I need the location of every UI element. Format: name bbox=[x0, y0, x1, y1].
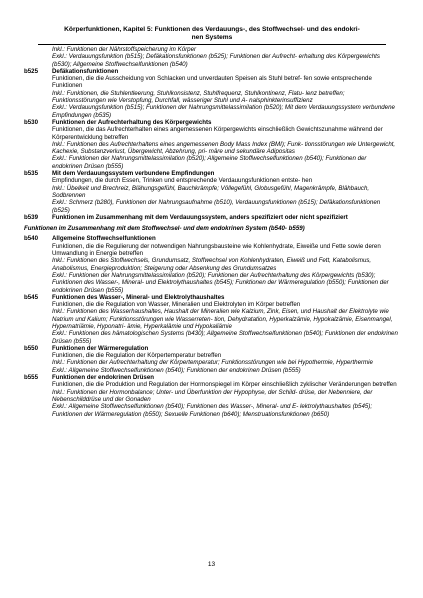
entry-title: Mit dem Verdauungssystem verbundene Empfindungen bbox=[52, 170, 215, 178]
page-number: 13 bbox=[207, 561, 216, 568]
code-entry bbox=[24, 345, 398, 374]
inclusion-note: Inkl.: Funktionen der Nährstoffspeicherung im Körper bbox=[52, 46, 197, 53]
entry-code: b525 bbox=[24, 67, 38, 75]
entry-description: Funktionen, die das Aufrechterhalten eines angemessenen Körpergewichts einschließlich Gewichtszunahme während der Körperentwicklung betreffen bbox=[52, 126, 383, 141]
entry-description: Funktionen, die die Regulierung der notwendigen Nahrungsbausteine wie Kohlenhydrate, Eiweiße und Fette sowie deren Umwandlung in Energie betreffen bbox=[52, 242, 381, 258]
exclusion-note: Exkl.: Schmerz (b280), Funktionen der Nahrungsaufnahme (b510), Verdauungsfunktionen (b515); Defäkationsfunktionen (b525) bbox=[52, 199, 381, 214]
exclusion-note: Exkl.: Funktionen der Nahrungsmittelassimilation (b520); Funktionen der Aufrechterhaltung des Körpergewichts (b530); Funktionen des Wasser-, Mineral- und Elektrolythaushaltes (b545); Funktionen der Wärmeregulation (b550); Funktionen der endokrinen Drüsen (b555) bbox=[52, 271, 389, 294]
entry-description: Funktionen, die die Regulation von Wasser, Mineralien und Elektrolyten im Körper betreffen bbox=[52, 301, 301, 309]
entry-description: Funktionen, die die Produktion und Regulation der Hormonspiegel im Körper einschließlich zyklischer Veränderungen betreffen bbox=[52, 381, 397, 389]
entry-title: Funktionen der Aufrechterhaltung des Körpergewichts bbox=[52, 118, 212, 126]
header-rule bbox=[38, 44, 386, 45]
entry-code: b530 bbox=[24, 118, 38, 126]
inclusion-note: Inkl.: Funktionen des Wasserhaushaltes, Haushalt der Mineralien wie Kalzium, Zink, Eisen, und Haushalt der Elektrolyte wie Natrium und Kalium; Funktionsstörungen wie Wasserreten- tion, Dehydratation, Hyperkalzämie, Hypokalzämie, Eisenmangel, Hypernatriämie, Hyponatri- ämie, Hyperkalämie und Hypokaliämie bbox=[52, 308, 393, 330]
entry-code: b550 bbox=[24, 344, 38, 352]
running-header bbox=[38, 26, 386, 42]
entry-title: Allgemeine Stoffwechselfunktionen bbox=[52, 235, 156, 243]
exclusion-note: Exkl.: Verdauungsfunktion (b515); Funktionen der Nahrungsmittelassimilation (b520); Mit dem Verdauungssystem verbundene Empfindungen (b535) bbox=[52, 104, 395, 119]
entry-title: Funktionen im Zusammenhang mit dem Verdauungssystem, anders spezifiziert oder nicht spezifiziert bbox=[52, 213, 348, 221]
code-entry bbox=[24, 294, 398, 345]
entry-code: b535 bbox=[24, 170, 38, 178]
inclusion-note: Inkl.: Funktionen der Hormonbalance; Unter- und Überfunktion der Hypophyse, der Schild- drüse, der Nebenniere, der Nebenschilddrüse und der Gonaden bbox=[52, 388, 373, 403]
code-entry bbox=[24, 119, 398, 170]
code-entry bbox=[24, 170, 398, 214]
continued-entry bbox=[24, 46, 398, 68]
document-body bbox=[24, 46, 398, 418]
code-entry bbox=[24, 374, 398, 418]
inclusion-note: Inkl.: Funktionen, die Stuhlentleerung, Stuhlkonsistenz, Stuhlfrequenz, Stuhlkontinenz, Flatu- lenz betreffen; Funktionsstörungen wie Verstopfung, Durchfall, wässeriger Stuhl und A- nalsphinkterinsuffizienz bbox=[52, 89, 345, 105]
exclusion-note: Exkl.: Allgemeine Stoffwechselfunktionen (b540); Funktionen des Wasser-, Mineral- und E- lektrolythaushaltes (b545); Funktionen der Wärmeregulation (b550); Sexuelle Funktionen (b640); Menstruationsfunktionen (b650) bbox=[52, 403, 373, 418]
exclusion-note: Exkl.: Verdauungsfunktion (b515); Defäkationsfunktionen (b525); Funktionen der Aufrecht- erhaltung des Körpergewichts (b530); Allgemeine Stoffwechselfunktionen (b540) bbox=[52, 53, 380, 68]
entry-code: b555 bbox=[24, 374, 38, 382]
inclusion-note: Inkl.: Funktionen des Aufrechterhaltens eines angemessenen Body Mass Index (BMI); Funk- tionsstörungen wie Untergewicht, Kachexie, Substanzverlust, Übergewicht, Abzehrung, pri- märe und sekundäre Adipositas bbox=[52, 140, 396, 156]
entry-description: Empfindungen, die durch Essen, Trinken und entsprechende Verdauungsfunktionen entste- hen bbox=[52, 177, 313, 185]
entry-title: Defäkationsfunktionen bbox=[52, 67, 119, 75]
header-line-1: Körperfunktionen, Kapitel 5: Funktionen des Verdauungs-, des Stoffwechsel- und des endokri- bbox=[64, 26, 360, 33]
entry-code: b545 bbox=[24, 293, 38, 301]
section-heading: Funktionen im Zusammenhang mit dem Stoffwechsel- und dem endokrinen System (b540- b559) bbox=[24, 225, 305, 233]
code-entry bbox=[24, 214, 398, 221]
code-entry bbox=[24, 68, 398, 119]
entry-description: Funktionen, die die Regulation der Körpertemperatur betreffen bbox=[52, 352, 222, 360]
entry-title: Funktionen der endokrinen Drüsen bbox=[52, 374, 155, 382]
entry-title: Funktionen des Wasser-, Mineral- und Elektrolythaushaltes bbox=[52, 293, 225, 301]
inclusion-note: Inkl.: Funktionen des Stoffwechsels, Grundumsatz, Stoffwechsel von Kohlenhydraten, Eiweiß und Fett, Katabolismus, Anabolismus, Energieproduktion; Steigerung oder Absenkung des Grundumsatzes bbox=[52, 257, 372, 272]
exclusion-note: Exkl.: Funktionen der Nahrungsmittelassimilation (b520); Allgemeine Stoffwechselfunktionen (b540); Funktionen der endokrinen Drüsen (b555) bbox=[52, 155, 367, 170]
inclusion-note: Inkl.: Übelkeit und Brechreiz, Blähungsgefühl, Bauchkrämpfe; Völlegefühl, Globusgefühl, Magenkrämpfe, Blähbauch, Sodbrennen bbox=[52, 184, 370, 199]
exclusion-note: Exkl.: Funktionen des hämatologischen Systems (b430); Allgemeine Stoffwechselfunktionen (b540); Funktionen der endokrinen Drüsen (b555) bbox=[52, 330, 398, 345]
code-entry bbox=[24, 235, 398, 293]
entry-code: b539 bbox=[24, 213, 38, 221]
header-line-2: nen Systems bbox=[191, 34, 233, 41]
inclusion-note: Inkl.: Funktionen der Aufrechterhaltung der Körpertemperatur; Funktionsstörungen wie bei Hypothermie, Hyperthermie bbox=[52, 359, 373, 367]
entry-description: Funktionen, die die Ausscheidung von Schlacken und unverdauten Speisen als Stuhl betref- fen sowie entsprechende Funktionen bbox=[52, 75, 372, 90]
exclusion-note: Exkl.: Allgemeine Stoffwechselfunktionen (b540); Funktionen der endokrinen Drüsen (b555) bbox=[52, 366, 301, 374]
entry-code: b540 bbox=[24, 235, 38, 243]
entry-title: Funktionen der Wärmeregulation bbox=[52, 344, 149, 352]
